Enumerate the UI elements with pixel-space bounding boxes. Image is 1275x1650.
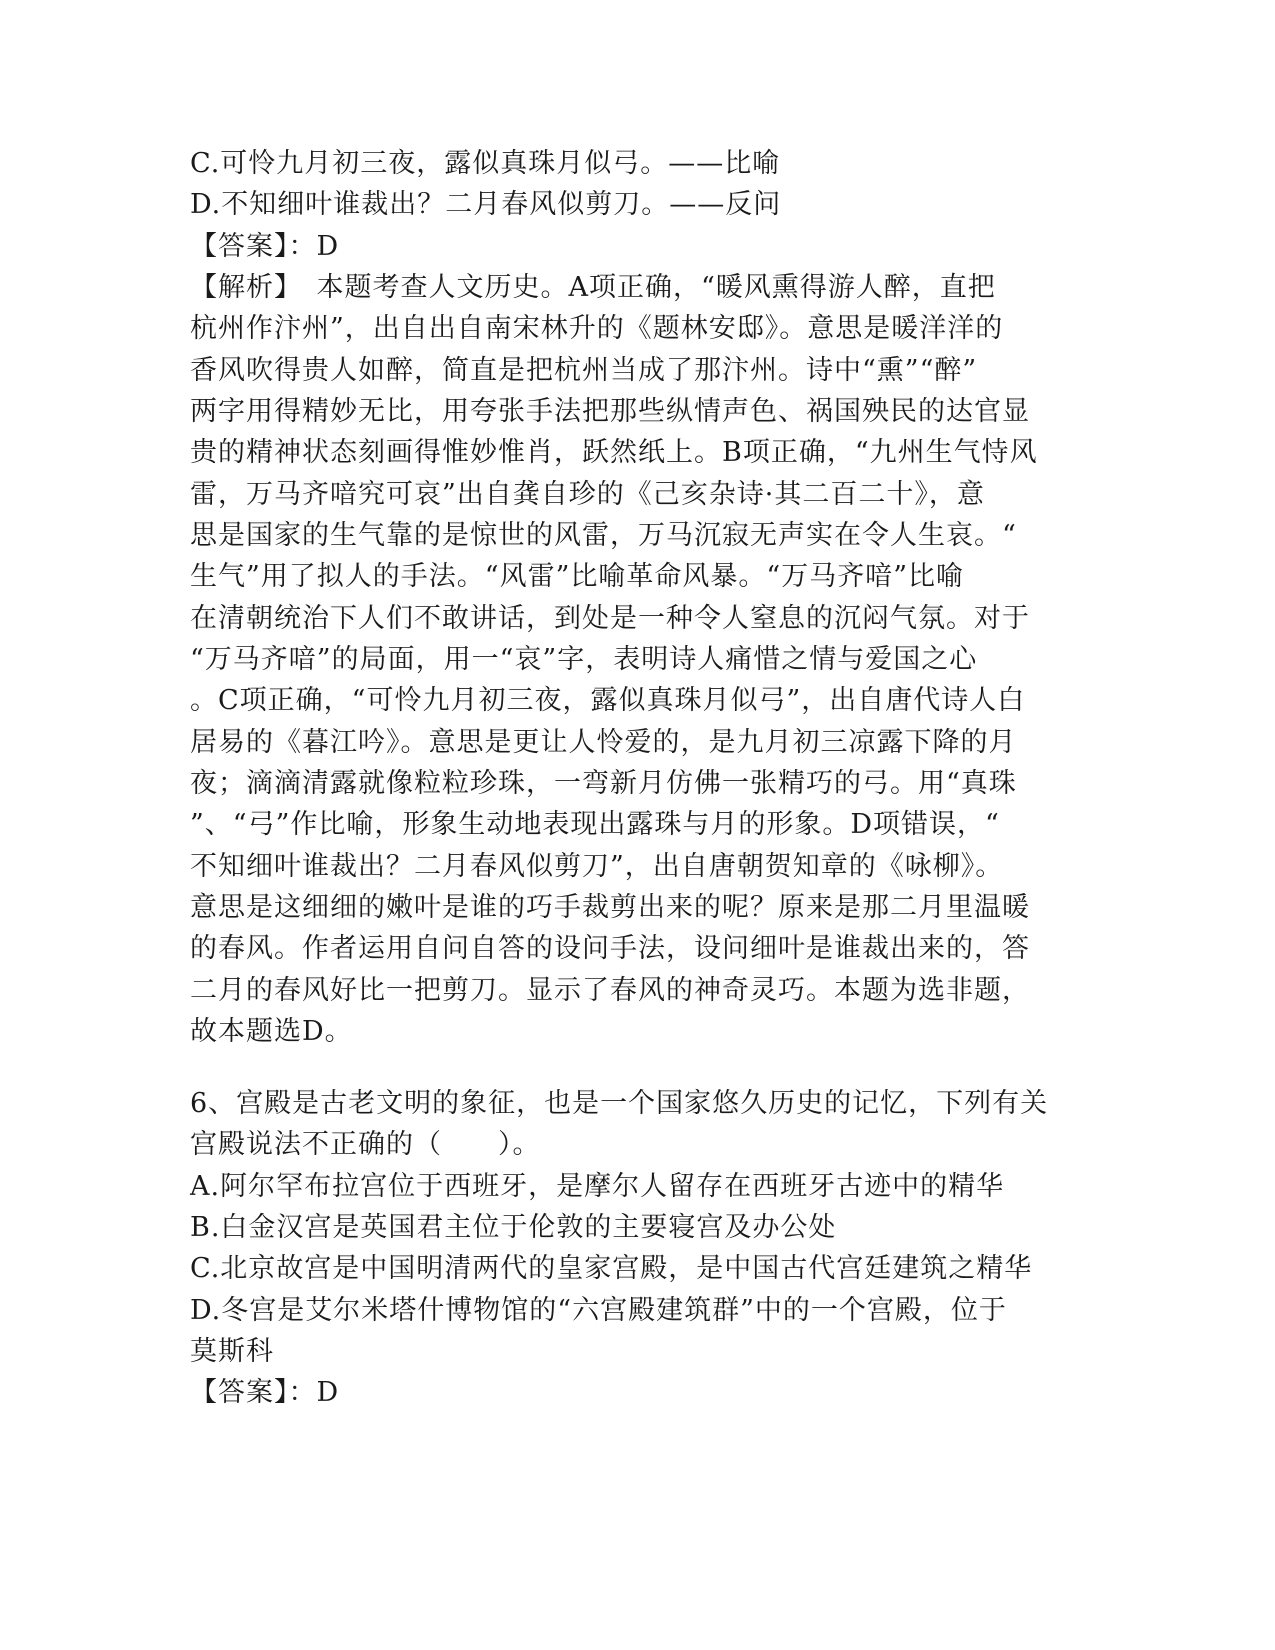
analysis-line: 贵的精神状态刻画得惟妙惟肖，跃然纸上。B项正确，“九州生气恃风 [190, 437, 1038, 468]
analysis-line: 故本题选D。 [190, 1016, 353, 1047]
question-6-stem: 宫殿说法不正确的（ ）。 [190, 1129, 541, 1160]
analysis-line: 在清朝统治下人们不敢讲话，到处是一种令人窒息的沉闷气氛。对于 [190, 603, 1030, 634]
analysis-line: 二月的春风好比一把剪刀。显示了春风的神奇灵巧。本题为选非题， [190, 975, 1030, 1006]
analysis-line: 居易的《暮江吟》。意思是更让人怜爱的，是九月初三凉露下降的月 [190, 727, 1017, 758]
analysis-line: “万马齐喑”的局面，用一“哀”字，表明诗人痛惜之情与爱国之心 [190, 644, 978, 675]
option-d-prev: D.不知细叶谁裁出？二月春风似剪刀。——反问 [190, 189, 782, 220]
question-6-stem: 6、宫殿是古老文明的象征，也是一个国家悠久历史的记忆，下列有关 [190, 1088, 1049, 1119]
option-b: B.白金汉宫是英国君主位于伦敦的主要寝宫及办公处 [190, 1212, 837, 1243]
analysis-line: 香风吹得贵人如醉，简直是把杭州当成了那汴州。诗中“熏”“醉” [190, 355, 978, 386]
analysis-line: 的春风。作者运用自问自答的设问手法，设问细叶是谁裁出来的，答 [190, 933, 1030, 964]
option-c: C.北京故宫是中国明清两代的皇家宫殿，是中国古代宫廷建筑之精华 [190, 1253, 1033, 1284]
option-c-prev: C.可怜九月初三夜，露似真珠月似弓。——比喻 [190, 148, 781, 179]
analysis-line: 【解析】 本题考查人文历史。A项正确，“暖风熏得游人醉，直把 [190, 272, 996, 303]
analysis-line: 雷，万马齐喑究可哀”出自龚自珍的《己亥杂诗·其二百二十》，意 [190, 479, 985, 510]
analysis-line: 不知细叶谁裁出？二月春风似剪刀”，出自唐朝贺知章的《咏柳》。 [190, 851, 1004, 882]
option-d: 莫斯科 [190, 1336, 274, 1367]
analysis-line: ”、“弓”作比喻，形象生动地表现出露珠与月的形象。D项错误，“ [190, 809, 1000, 840]
analysis-line: 思是国家的生气靠的是惊世的风雷，万马沉寂无声实在令人生哀。“ [190, 520, 1017, 551]
answer-prev: 【答案】：D [190, 231, 340, 262]
analysis-line: 两字用得精妙无比，用夸张手法把那些纵情声色、祸国殃民的达官显 [190, 396, 1030, 427]
analysis-line: 夜；滴滴清露就像粒粒珍珠，一弯新月仿佛一张精巧的弓。用“真珠 [190, 768, 1017, 799]
analysis-line: 意思是这细细的嫩叶是谁的巧手裁剪出来的呢？原来是那二月里温暖 [190, 892, 1030, 923]
option-a: A.阿尔罕布拉宫位于西班牙，是摩尔人留存在西班牙古迹中的精华 [190, 1171, 1005, 1202]
analysis-line: 杭州作汴州”，出自出自南宋林升的《题林安邸》。意思是暖洋洋的 [190, 313, 1004, 344]
analysis-line: 生气”用了拟人的手法。“风雷”比喻革命风暴。“万马齐喑”比喻 [190, 561, 965, 592]
option-d: D.冬宫是艾尔米塔什博物馆的“六宫殿建筑群”中的一个宫殿，位于 [190, 1295, 1007, 1326]
analysis-line: 。C项正确，“可怜九月初三夜，露似真珠月似弓”，出自唐代诗人白 [190, 685, 1026, 716]
answer: 【答案】：D [190, 1377, 340, 1408]
